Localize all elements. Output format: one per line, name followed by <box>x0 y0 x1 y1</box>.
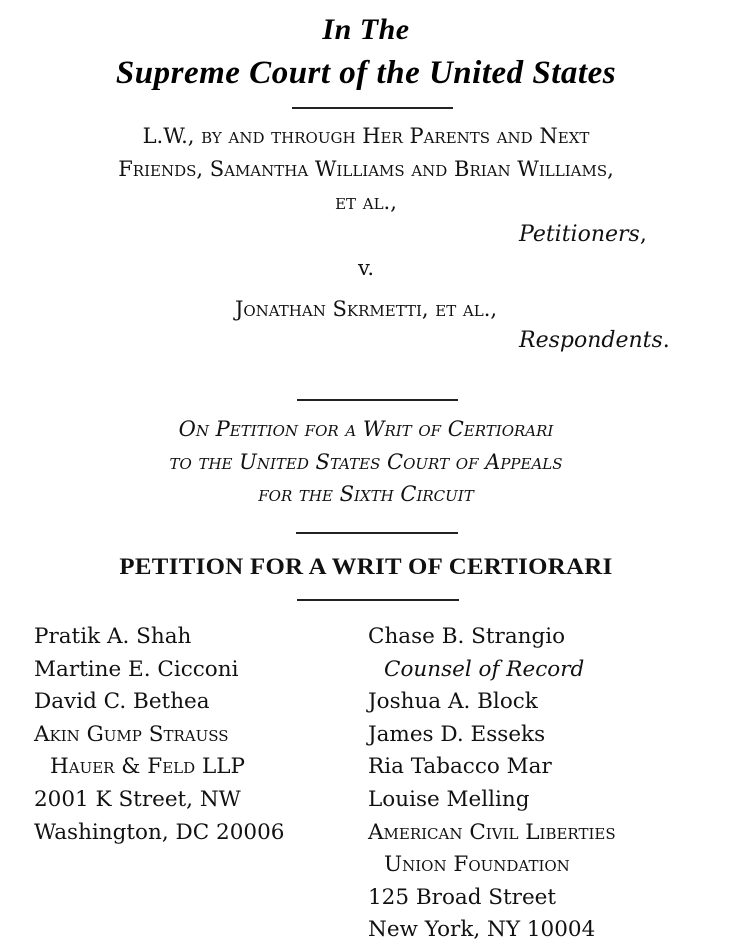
on-petition-line-1: On Petition for a Writ of Certiorari <box>178 417 554 441</box>
counsel-name: Ria Tabacco Mar <box>368 754 552 780</box>
law-firm-name-cont: Hauer & Feld LLP <box>50 754 245 780</box>
versus-label: v. <box>357 256 375 280</box>
counsel-name: Chase B. Strangio <box>368 624 566 649</box>
on-petition-line-3: for the Sixth Circuit <box>258 482 474 506</box>
punctuation: , <box>639 222 647 247</box>
divider-rule <box>297 599 459 601</box>
counsel-name: Martine E. Cicconi <box>34 656 239 682</box>
counsel-block-left <box>34 621 284 849</box>
address-street: 2001 K Street, NW <box>34 786 241 812</box>
organization-name: American Civil Liberties <box>368 819 616 845</box>
organization-name-cont: Union Foundation <box>384 852 570 878</box>
petitioner-parties-line-1 <box>0 120 732 152</box>
counsel-of-record-label: Counsel of Record <box>384 656 585 682</box>
respondents-label <box>519 325 670 357</box>
counsel-name: James D. Esseks <box>368 721 546 747</box>
respondent-name: Jonathan Skrmetti, et al., <box>234 297 498 321</box>
divider-rule <box>292 107 453 109</box>
counsel-name: Pratik A. Shah <box>34 624 192 649</box>
court-heading-in-the: In The <box>322 13 410 46</box>
counsel-name: Louise Melling <box>368 786 530 812</box>
party-text: Her <box>362 124 403 148</box>
address-city: New York, NY 10004 <box>368 917 596 943</box>
counsel-block-right <box>368 621 616 947</box>
on-petition-line-2: to the United States Court of Appeals <box>169 450 563 474</box>
party-text: , by and through <box>187 124 363 148</box>
petitioners-label <box>519 219 647 251</box>
address-street: 125 Broad Street <box>368 884 557 910</box>
petitioners-label-text: Petitioners <box>519 222 640 247</box>
divider-rule <box>296 532 458 534</box>
counsel-name: David C. Bethea <box>34 689 210 715</box>
address-city: Washington, DC 20006 <box>34 819 285 845</box>
counsel-name: Joshua A. Block <box>368 689 538 715</box>
party-text: Parents and <box>402 124 540 148</box>
document-title: PETITION FOR A WRIT OF CERTIORARI <box>119 554 613 579</box>
petitioner-parties-line-2: Friends, Samantha Williams and Brian Williams, <box>118 157 614 181</box>
divider-rule <box>297 399 458 401</box>
court-heading-supreme-court: Supreme Court of the United States <box>115 55 617 91</box>
petitioner-parties-line-3: et al., <box>335 190 397 214</box>
law-firm-name: Akin Gump Strauss <box>34 721 229 747</box>
punctuation: . <box>662 328 670 353</box>
party-text: Next <box>539 124 590 148</box>
party-initials: L.W. <box>142 124 188 148</box>
respondents-label-text: Respondents <box>519 328 663 353</box>
